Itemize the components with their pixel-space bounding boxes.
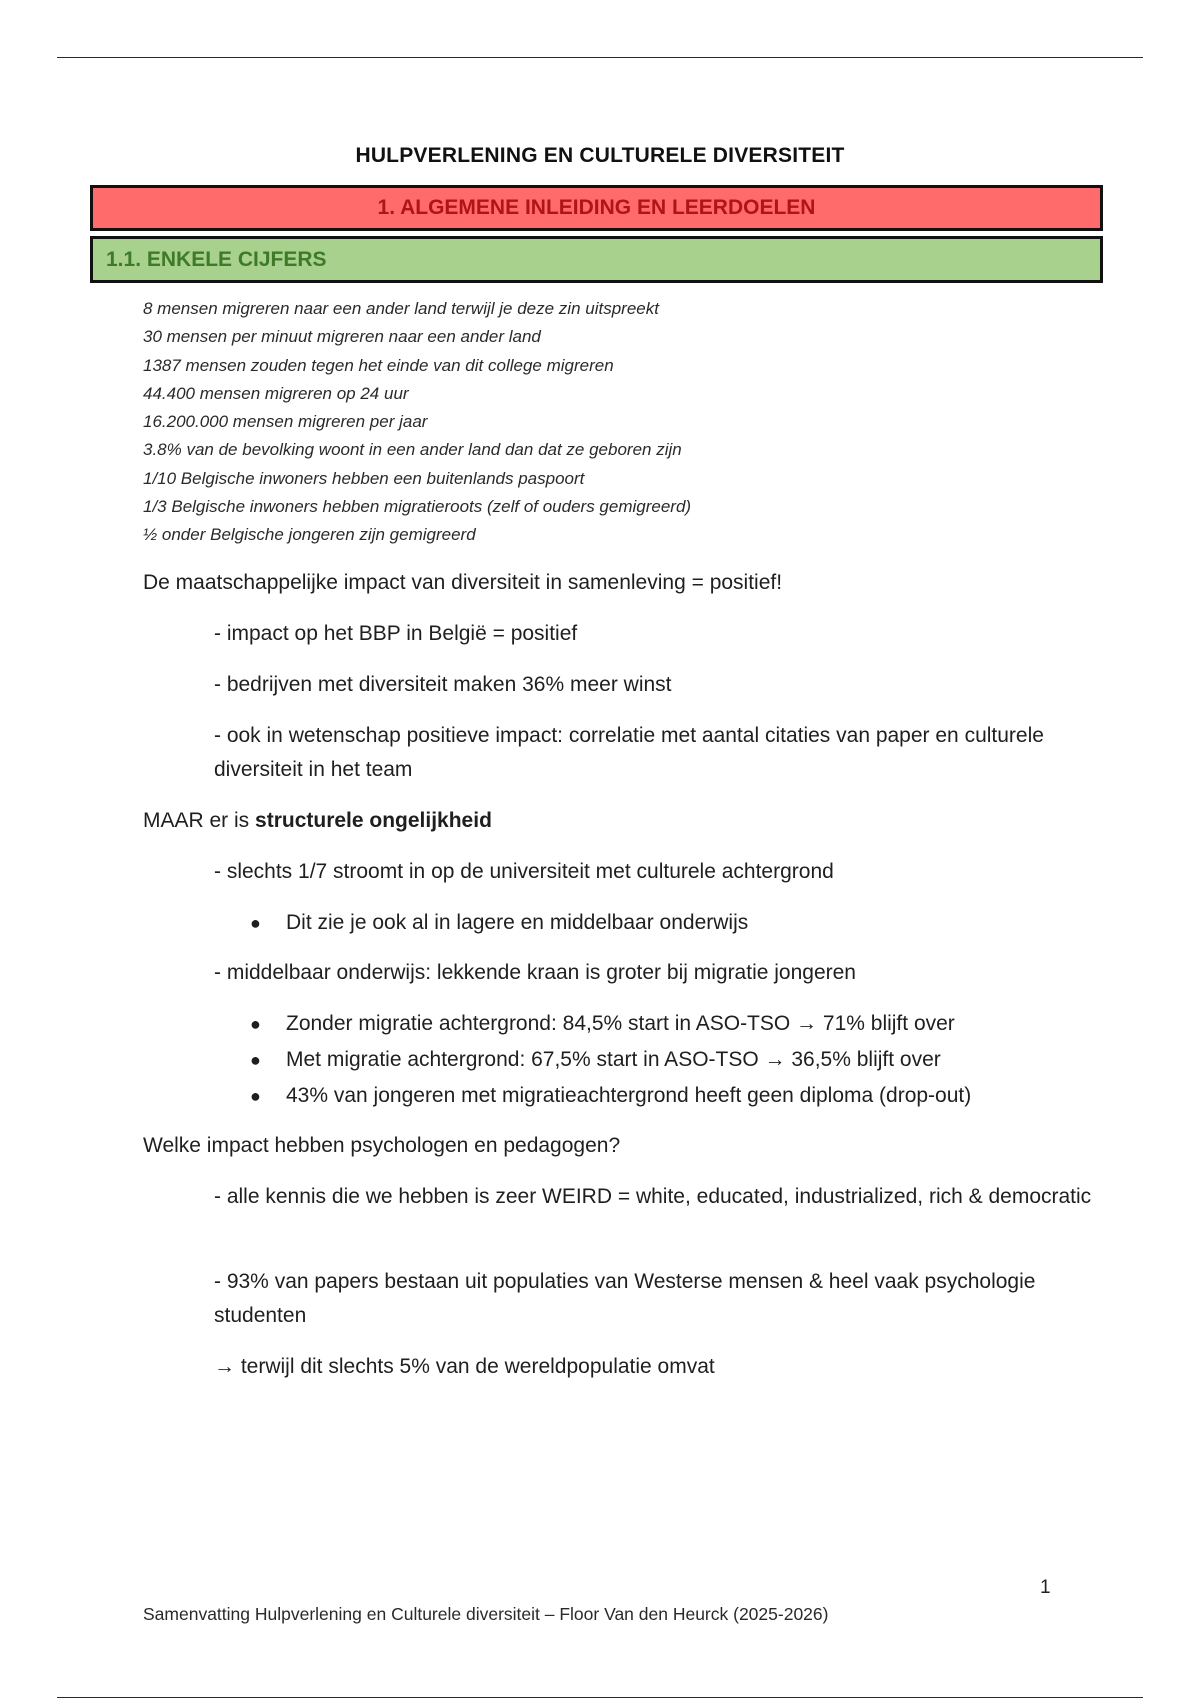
stat-item: 16.200.000 mensen migreren per jaar [143,412,428,432]
inequality-prefix: MAAR er is [143,809,256,832]
bullet-text: Dit zie je ook al in lagere en middelbaar onderwijs [286,911,749,934]
statistics-list [143,295,1043,550]
impact-intro: De maatschappelijke impact van diversiteit in samenleving = positief! [143,571,783,594]
impact-point: - bedrijven met diversiteit maken 36% meer winst [214,673,672,696]
impact-point: - ook in wetenschap positieve impact: correlatie met aantal citaties van paper en culturele diversiteit in het team [214,724,1044,781]
section-heading-1: 1. ALGEMENE INLEIDING EN LEERDOELEN [90,185,1103,231]
stat-item: 1/3 Belgische inwoners hebben migratieroots (zelf of ouders gemigreerd) [143,497,692,517]
stat-item: 30 mensen per minuut migreren naar een ander land [143,327,541,347]
bullet-text: Zonder migratie achtergrond: 84,5% start in ASO-TSO → 71% blijft over [286,1012,955,1035]
stat-item: ½ onder Belgische jongeren zijn gemigreerd [143,525,476,545]
subsection-heading-1-1: 1.1. ENKELE CIJFERS [90,236,1103,283]
footer-rule [57,1697,1143,1698]
bullet-text: Met migratie achtergrond: 67,5% start in ASO-TSO → 36,5% blijft over [286,1048,941,1071]
inequality-point: - slechts 1/7 stroomt in op de universiteit met culturele achtergrond [214,860,834,883]
page-number: 1 [1040,1577,1051,1598]
document-title: HULPVERLENING EN CULTURELE DIVERSITEIT [355,144,845,167]
stat-item: 1387 mensen zouden tegen het einde van dit college migreren [143,355,614,375]
inequality-statement [143,804,1093,838]
inequality-emphasis: structurele ongelijkheid [255,809,492,832]
bullet-dot-icon: ● [250,1014,261,1034]
stat-item: 1/10 Belgische inwoners hebben een buitenlands paspoort [143,468,585,488]
papers-point: - 93% van papers bestaan uit populaties van Westerse mensen & heel vaak psychologie studenten [214,1270,1036,1327]
bullet-dot-icon: ● [250,1050,261,1070]
arrow-point: → terwijl dit slechts 5% van de wereldpopulatie omvat [214,1355,715,1378]
weird-point: - alle kennis die we hebben is zeer WEIRD = white, educated, industrialized, rich & democratic [214,1185,1092,1208]
bullet-item [250,906,1130,940]
bullet-dot-icon: ● [250,913,261,933]
stat-item: 3.8% van de bevolking woont in een ander land dan dat ze geboren zijn [143,440,682,460]
stat-item: 8 mensen migreren naar een ander land terwijl je deze zin uitspreekt [143,299,659,318]
footer-text: Samenvatting Hulpverlening en Culturele diversiteit – Floor Van den Heurck (2025-2026) [143,1604,829,1624]
stat-item: 44.400 mensen migreren op 24 uur [143,383,409,403]
bullet-item [250,1007,1130,1041]
bullet-item [250,1043,1130,1077]
header-rule [57,57,1143,58]
question-line: Welke impact hebben psychologen en pedagogen? [143,1134,621,1157]
bullet-text: 43% van jongeren met migratieachtergrond heeft geen diploma (drop-out) [286,1084,972,1107]
bullet-dot-icon: ● [250,1086,261,1106]
inequality-point: - middelbaar onderwijs: lekkende kraan is groter bij migratie jongeren [214,961,856,984]
bullet-item [250,1079,1130,1113]
impact-point: - impact op het BBP in België = positief [214,622,578,645]
